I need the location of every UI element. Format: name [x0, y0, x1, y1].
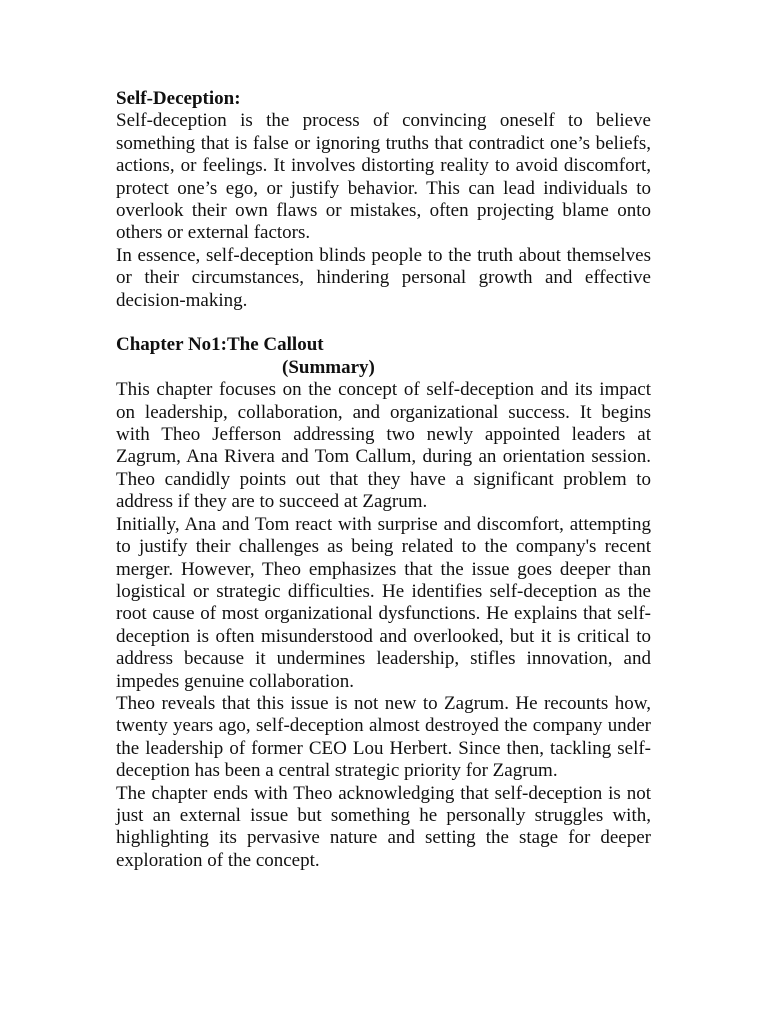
summary-paragraph-1: This chapter focuses on the concept of self-deception and its impact on leadership, collaboration, and organizational success. It begins with Theo Jefferson addressing two newly appointed leaders at Zagrum, Ana Rivera and Tom Callum, during an orientation session. Theo candidly points out that they have a significant problem to address if they are to succeed at Zagrum. [116, 379, 651, 513]
summary-paragraph-4: The chapter ends with Theo acknowledging that self-deception is not just an external issue but something he personally struggles with, highlighting its pervasive nature and setting the stage for deeper exploration of the concept. [116, 782, 651, 871]
definition-paragraph: Self-deception is the process of convincing oneself to believe something that is false or ignoring truths that contradict one’s beliefs, actions, or feelings. It involves distorting reality to avoid discomfort, protect one’s ego, or justify behavior. This can lead individuals to overlook their own flaws or mistakes, often projecting blame onto others or external factors. [116, 110, 651, 244]
section-spacer [116, 312, 651, 334]
summary-paragraph-3: Theo reveals that this issue is not new to Zagrum. He recounts how, twenty years ago, self-deception almost destroyed the company under the leadership of former CEO Lou Herbert. Since then, tackling self-deception has been a central strategic priority for Zagrum. [116, 692, 651, 782]
essence-paragraph: In essence, self-deception blinds people to the truth about themselves or their circumstances, hindering personal growth and effective decision-making. [116, 244, 651, 311]
chapter-heading: Chapter No1:The Callout [116, 334, 324, 356]
section-heading-self-deception: Self-Deception: [116, 88, 241, 109]
chapter-subheading: (Summary) [282, 356, 375, 378]
summary-paragraph-2: Initially, Ana and Tom react with surprise and discomfort, attempting to justify their challenges as being related to the company's recent merger. However, Theo emphasizes that the issue goes deeper than logistical or strategic difficulties. He identifies self-deception as the root cause of most organizational dysfunctions. He explains that self-deception is often misunderstood and overlooked, but it is critical to address because it undermines leadership, stifles innovation, and impedes genuine collaboration. [116, 513, 651, 692]
document-page [116, 88, 651, 872]
